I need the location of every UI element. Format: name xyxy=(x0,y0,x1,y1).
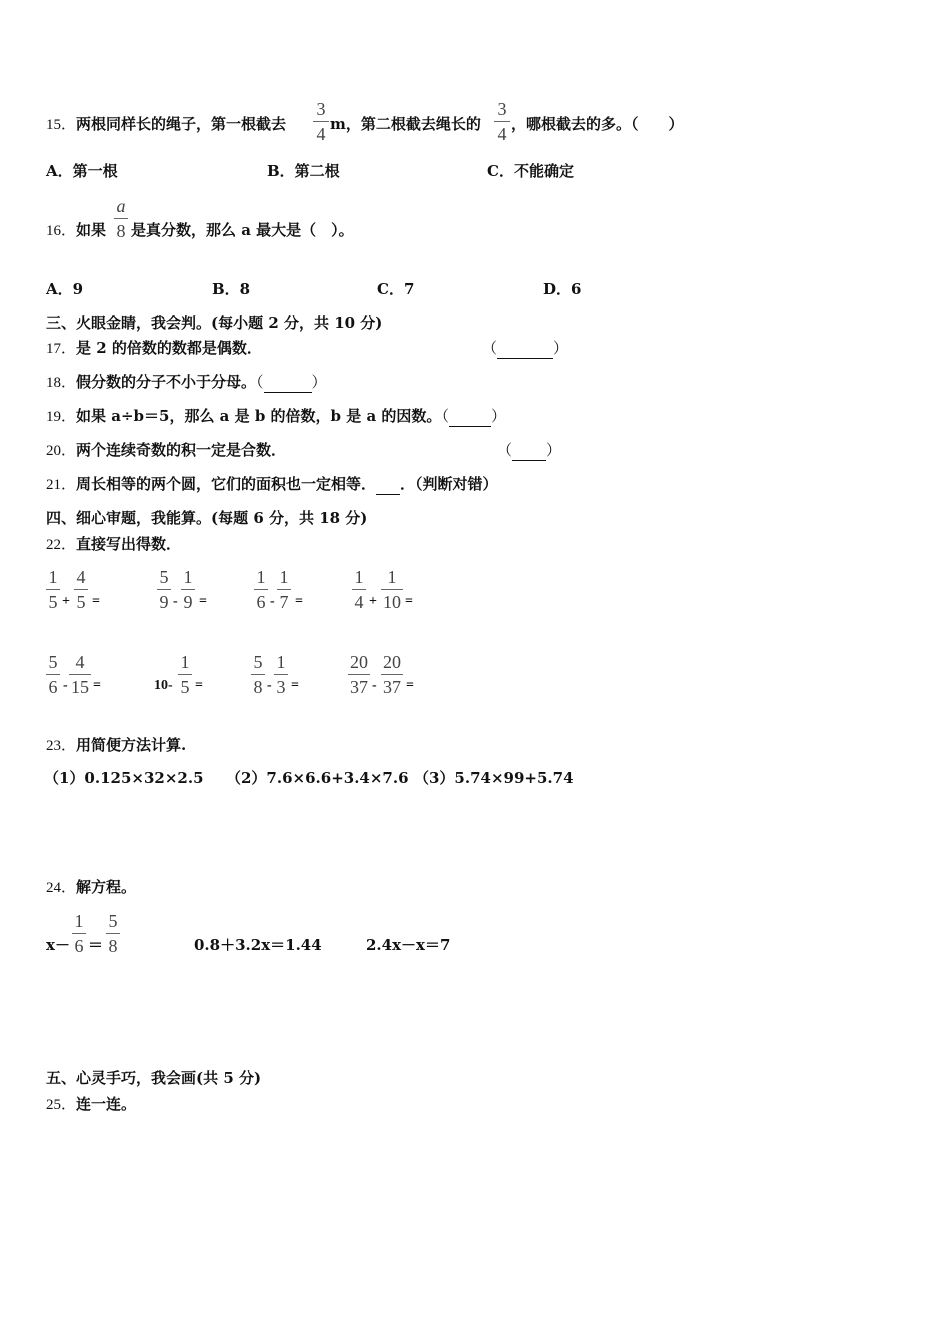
q24-eq1-frac-2 xyxy=(106,910,120,957)
q16-frac-numerator: a xyxy=(116,196,126,216)
r2c1-a-den: 6 xyxy=(48,677,58,697)
r2c4-equals: = xyxy=(406,678,414,693)
r2c2-equals: = xyxy=(195,678,203,693)
q15-option-a[interactable]: A．第一根 xyxy=(46,162,118,180)
r1c1-b-num: 4 xyxy=(76,567,86,587)
q24-eq1-prefix: x－ xyxy=(46,936,70,954)
r2c2-whole: 10- xyxy=(154,678,173,693)
r2c4-b-num: 20 xyxy=(383,652,401,672)
q16-post: 是真分数，那么 a 最大是（ ）。 xyxy=(131,221,354,239)
r2c2-b-num: 1 xyxy=(180,652,190,672)
r1c1-equals: = xyxy=(92,594,100,609)
r2c3-b-num: 1 xyxy=(276,652,286,672)
q16-line xyxy=(46,220,106,241)
q18-paren-right: ） xyxy=(311,373,327,391)
r1c3-b-den: 7 xyxy=(279,592,289,612)
q16-option-d[interactable]: D．6 xyxy=(543,280,582,298)
r1c3-frac-a xyxy=(254,566,268,613)
q24-eq1-frac1-den: 6 xyxy=(74,936,84,956)
q17-line xyxy=(46,338,262,359)
r1c1-frac-b xyxy=(74,566,88,613)
r2c3-frac-b xyxy=(274,651,288,698)
q21-number: 21． xyxy=(46,477,77,493)
r1c1-a-num: 1 xyxy=(48,567,58,587)
q16-option-b[interactable]: B．8 xyxy=(212,280,251,298)
q15-line xyxy=(46,114,286,135)
q24-eq1-frac-1 xyxy=(72,910,86,957)
q23-line xyxy=(46,735,186,756)
q15-fraction-2 xyxy=(494,98,510,145)
r1c4-operator: + xyxy=(369,594,377,609)
q25-line xyxy=(46,1094,136,1115)
r1c4-a-den: 4 xyxy=(354,592,364,612)
q15-frac2-denominator: 4 xyxy=(497,124,507,144)
section-3-title: 三、火眼金睛，我会判。(每小题 2 分，共 10 分) xyxy=(46,314,383,332)
q16-frac-denominator: 8 xyxy=(116,221,126,241)
q18-paren-left: （ xyxy=(256,373,264,391)
q18-line xyxy=(46,372,327,393)
q24-eq3: 2.4x－x＝7 xyxy=(366,936,451,954)
q20-number: 20． xyxy=(46,443,77,459)
r2c3-a-den: 8 xyxy=(253,677,263,697)
r2c3-frac-a xyxy=(251,651,265,698)
q20-text: 两个连续奇数的积一定是合数． xyxy=(76,441,287,459)
q21-blank[interactable] xyxy=(376,474,400,495)
r1c1-a-den: 5 xyxy=(48,592,58,612)
section-4-title: 四、细心审题，我能算。(每题 6 分，共 18 分) xyxy=(46,509,368,527)
r2c4-frac-b xyxy=(381,651,403,698)
q18-blank[interactable] xyxy=(264,372,312,393)
q19-text: 如果 a÷b＝5，那么 a 是 b 的倍数，b 是 a 的因数。 xyxy=(76,407,442,425)
r2c4-a-num: 20 xyxy=(350,652,368,672)
q17-answer[interactable] xyxy=(482,338,568,359)
q17-number: 17． xyxy=(46,341,77,357)
q15-fraction-1 xyxy=(313,98,329,145)
r1c4-equals: = xyxy=(405,594,413,609)
r1c2-equals: = xyxy=(199,594,207,609)
r1c2-a-num: 5 xyxy=(159,567,169,587)
q15-frac2-numerator: 3 xyxy=(497,99,507,119)
r2c1-equals: = xyxy=(93,678,101,693)
r1c2-b-den: 9 xyxy=(183,592,193,612)
q22-number: 22． xyxy=(46,537,77,553)
r1c3-operator: - xyxy=(270,594,275,609)
r1c2-b-num: 1 xyxy=(183,567,193,587)
q15-text-b: ，第二根截去绳长的 xyxy=(345,115,481,133)
r2c4-a-den: 37 xyxy=(350,677,368,697)
q15-option-c[interactable]: C．不能确定 xyxy=(487,162,574,180)
q16-pre: 如果 xyxy=(76,221,107,239)
q17-blank[interactable] xyxy=(497,338,553,359)
section-5-title: 五、心灵手巧，我会画(共 5 分) xyxy=(46,1069,262,1087)
r1c3-equals: = xyxy=(295,594,303,609)
q23-item-2: （2）7.6×6.6+3.4×7.6 xyxy=(226,769,409,787)
q24-eq1-frac2-num: 5 xyxy=(108,911,118,931)
q15-unit: m xyxy=(330,115,346,133)
q15-text-c: ，哪根截去的多。（ ） xyxy=(511,115,684,133)
r1c2-operator: - xyxy=(173,594,178,609)
q17-paren-right: ） xyxy=(553,339,569,357)
q16-number: 16． xyxy=(46,223,77,239)
q24-eq1-frac1-num: 1 xyxy=(74,911,84,931)
q15-line-c xyxy=(511,114,684,134)
q15-frac1-denominator: 4 xyxy=(316,124,326,144)
r2c1-b-den: 15 xyxy=(71,677,89,697)
r1c2-frac-b xyxy=(181,566,195,613)
r1c1-frac-a xyxy=(46,566,60,613)
r1c2-a-den: 9 xyxy=(159,592,169,612)
q22-line xyxy=(46,534,181,555)
q17-paren-left: （ xyxy=(482,339,498,357)
r1c4-frac-a xyxy=(352,566,366,613)
q17-text: 是 2 的倍数的数都是偶数． xyxy=(76,339,262,357)
r2c4-b-den: 37 xyxy=(383,677,401,697)
q15-number: 15． xyxy=(46,117,77,133)
r2c1-frac-b xyxy=(69,651,91,698)
q20-paren-right: ） xyxy=(546,441,562,459)
q20-answer[interactable] xyxy=(497,440,561,461)
q19-number: 19． xyxy=(46,409,77,425)
q16-fraction xyxy=(114,195,128,242)
q24-line xyxy=(46,877,136,898)
r1c3-a-den: 6 xyxy=(256,592,266,612)
q24-eq1-equals: ＝ xyxy=(88,936,104,954)
q19-blank[interactable] xyxy=(449,406,491,427)
r2c4-operator: - xyxy=(372,678,377,693)
r1c4-frac-b xyxy=(381,566,403,613)
r2c1-operator: - xyxy=(63,678,68,693)
r1c1-b-den: 5 xyxy=(76,592,86,612)
r1c4-b-den: 10 xyxy=(383,592,401,612)
q19-line xyxy=(46,406,506,427)
q19-paren-right: ） xyxy=(490,407,506,425)
r1c3-b-num: 1 xyxy=(279,567,289,587)
r1c3-a-num: 1 xyxy=(256,567,266,587)
q22-text: 直接写出得数． xyxy=(76,535,182,553)
q19-paren-left: （ xyxy=(441,407,449,425)
q25-number: 25． xyxy=(46,1097,77,1113)
r2c1-frac-a xyxy=(46,651,60,698)
r2c4-frac-a xyxy=(348,651,370,698)
q23-text: 用简便方法计算. xyxy=(76,736,187,754)
q16-option-c[interactable]: C．7 xyxy=(377,280,415,298)
q21-line xyxy=(46,474,498,495)
q23-item-1: （1）0.125×32×2.5 xyxy=(44,769,204,787)
r1c4-a-num: 1 xyxy=(354,567,364,587)
q16-option-a[interactable]: A．9 xyxy=(46,280,84,298)
q21-tail: ．（判断对错） xyxy=(400,475,498,493)
q20-paren-left: （ xyxy=(497,441,513,459)
q24-number: 24． xyxy=(46,880,77,896)
q15-text-a: 两根同样长的绳子，第一根截去 xyxy=(76,115,287,133)
q18-text: 假分数的分子不小于分母。 xyxy=(76,373,257,391)
q15-frac1-numerator: 3 xyxy=(316,99,326,119)
r2c3-equals: = xyxy=(291,678,299,693)
r2c2-frac-b xyxy=(178,651,192,698)
r2c2-b-den: 5 xyxy=(180,677,190,697)
q24-eq1-frac2-den: 8 xyxy=(108,936,118,956)
q21-text: 周长相等的两个圆，它们的面积也一定相等． xyxy=(76,475,377,493)
r1c4-b-num: 1 xyxy=(387,567,397,587)
r2c3-b-den: 3 xyxy=(276,677,286,697)
r2c1-b-num: 4 xyxy=(75,652,85,672)
q18-number: 18． xyxy=(46,375,77,391)
q15-option-b[interactable]: B．第二根 xyxy=(267,162,340,180)
q15-line-b xyxy=(330,114,481,134)
q24-eq2: 0.8＋3.2x＝1.44 xyxy=(194,936,322,954)
q23-item-3: （3）5.74×99+5.74 xyxy=(414,769,574,787)
q24-text: 解方程。 xyxy=(76,878,137,896)
r1c2-frac-a xyxy=(157,566,171,613)
q25-text: 连一连。 xyxy=(76,1095,137,1113)
q20-line xyxy=(46,440,286,461)
r1c3-frac-b xyxy=(277,566,291,613)
r2c1-a-num: 5 xyxy=(48,652,58,672)
r2c3-operator: - xyxy=(267,678,272,693)
r2c3-a-num: 5 xyxy=(253,652,263,672)
q20-blank[interactable] xyxy=(512,440,546,461)
q23-number: 23． xyxy=(46,738,77,754)
r1c1-operator: + xyxy=(62,594,70,609)
q16-line-b xyxy=(131,220,354,240)
